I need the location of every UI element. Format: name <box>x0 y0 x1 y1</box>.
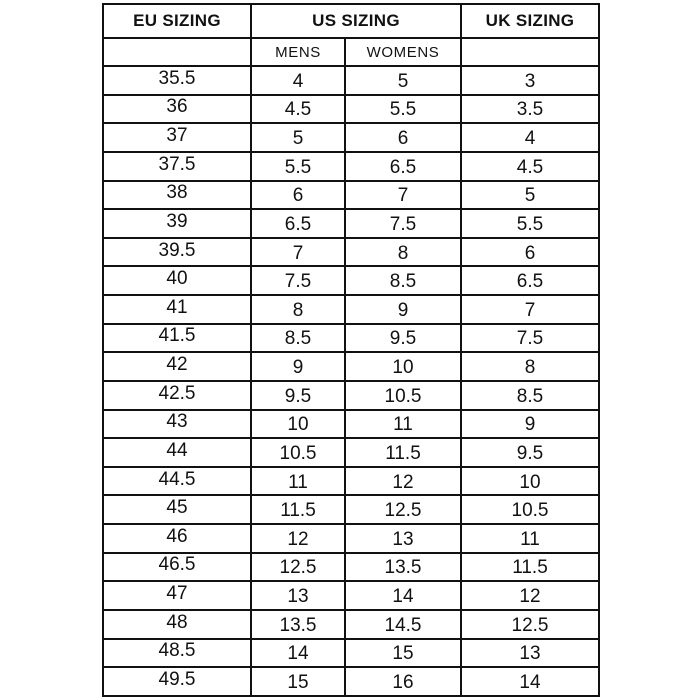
table-row <box>103 581 599 610</box>
uk-size-cell-value: 14 <box>519 672 541 694</box>
eu-size-cell <box>103 467 251 496</box>
uk-size-cell-value: 10 <box>519 471 541 493</box>
us-womens-size-cell <box>345 352 461 381</box>
eu-size-cell <box>103 181 251 210</box>
uk-size-cell <box>461 266 599 295</box>
uk-size-cell <box>461 181 599 210</box>
us-womens-size-cell <box>345 181 461 210</box>
eu-size-cell-value: 40 <box>166 268 188 290</box>
uk-size-cell <box>461 610 599 639</box>
us-womens-size-cell <box>345 467 461 496</box>
eu-size-cell-value: 35.5 <box>158 67 196 89</box>
eu-size-cell <box>103 495 251 524</box>
us-mens-size-cell <box>251 266 345 295</box>
uk-size-cell-value: 9.5 <box>516 442 544 464</box>
table-row <box>103 495 599 524</box>
us-mens-size-cell-value: 11 <box>288 471 308 493</box>
us-mens-size-cell <box>251 553 345 582</box>
table-row <box>103 438 599 467</box>
us-sizing-header: US SIZING <box>251 4 461 38</box>
eu-size-cell <box>103 152 251 181</box>
eu-size-cell-value: 45 <box>166 497 188 519</box>
table-row <box>103 152 599 181</box>
us-mens-size-cell-value: 13.5 <box>279 614 317 636</box>
us-mens-size-cell-value: 7.5 <box>284 271 312 293</box>
us-womens-size-cell <box>345 581 461 610</box>
us-womens-size-cell-value: 5.5 <box>389 99 417 121</box>
us-mens-size-cell <box>251 324 345 353</box>
table-row <box>103 95 599 124</box>
us-womens-size-cell <box>345 266 461 295</box>
uk-size-cell <box>461 381 599 410</box>
header-row <box>103 4 599 38</box>
us-mens-size-cell-value: 5.5 <box>284 156 312 178</box>
uk-subheader-empty <box>461 38 599 66</box>
us-mens-size-cell <box>251 209 345 238</box>
uk-size-cell <box>461 209 599 238</box>
uk-size-cell <box>461 152 599 181</box>
table-row <box>103 639 599 668</box>
eu-size-cell <box>103 324 251 353</box>
us-mens-size-cell <box>251 352 345 381</box>
us-mens-size-cell <box>251 524 345 553</box>
us-mens-size-cell <box>251 610 345 639</box>
eu-size-cell <box>103 352 251 381</box>
us-mens-size-cell <box>251 238 345 267</box>
us-womens-size-cell <box>345 667 461 696</box>
eu-size-cell <box>103 66 251 95</box>
table-row <box>103 123 599 152</box>
uk-size-cell <box>461 553 599 582</box>
us-womens-size-cell-value: 11 <box>393 414 413 436</box>
us-mens-size-cell <box>251 438 345 467</box>
eu-size-cell-value: 46 <box>166 525 188 547</box>
us-mens-size-cell-value: 12 <box>287 528 309 550</box>
us-mens-size-cell-value: 5 <box>292 128 304 150</box>
us-mens-size-cell <box>251 295 345 324</box>
eu-sizing-header: EU SIZING <box>103 4 251 38</box>
us-womens-size-cell-value: 9 <box>397 299 409 321</box>
us-mens-size-cell-value: 9.5 <box>284 385 312 407</box>
us-womens-size-cell-value: 5 <box>397 70 409 92</box>
eu-size-cell-value: 37 <box>166 125 188 147</box>
uk-size-cell <box>461 524 599 553</box>
us-womens-size-cell <box>345 95 461 124</box>
us-womens-size-cell <box>345 152 461 181</box>
us-womens-size-cell-value: 16 <box>392 672 414 694</box>
us-womens-size-cell <box>345 66 461 95</box>
uk-size-cell <box>461 352 599 381</box>
table-row <box>103 610 599 639</box>
eu-size-cell-value: 41.5 <box>158 325 196 347</box>
uk-size-cell-value: 13 <box>519 643 541 665</box>
us-mens-size-cell-value: 10 <box>287 414 309 436</box>
us-mens-size-cell <box>251 66 345 95</box>
uk-size-cell-value: 6 <box>524 242 536 264</box>
table-row <box>103 209 599 238</box>
us-womens-size-cell-value: 11.5 <box>385 442 421 464</box>
table-row <box>103 181 599 210</box>
eu-size-cell-value: 47 <box>166 583 188 605</box>
eu-size-cell <box>103 581 251 610</box>
us-mens-size-cell <box>251 95 345 124</box>
uk-size-cell <box>461 467 599 496</box>
eu-size-cell <box>103 667 251 696</box>
us-mens-size-cell-value: 8.5 <box>284 328 312 350</box>
uk-size-cell <box>461 238 599 267</box>
uk-size-cell-value: 11.5 <box>512 557 548 579</box>
uk-size-cell <box>461 123 599 152</box>
us-womens-size-cell <box>345 295 461 324</box>
us-womens-size-cell-value: 7.5 <box>389 213 417 235</box>
us-mens-size-cell <box>251 467 345 496</box>
eu-size-cell <box>103 95 251 124</box>
us-womens-size-cell-value: 8.5 <box>389 271 417 293</box>
eu-size-cell-value: 37.5 <box>158 153 196 175</box>
uk-size-cell <box>461 438 599 467</box>
table-row <box>103 667 599 696</box>
uk-size-cell-value: 9 <box>524 414 536 436</box>
us-mens-size-cell-value: 9 <box>292 357 304 379</box>
us-mens-size-cell-value: 10.5 <box>279 442 317 464</box>
eu-size-cell-value: 41 <box>166 296 188 318</box>
us-mens-size-cell-value: 7 <box>292 242 304 264</box>
table-row <box>103 324 599 353</box>
us-womens-size-cell-value: 15 <box>392 643 414 665</box>
uk-size-cell-value: 5.5 <box>516 213 544 235</box>
us-womens-size-cell <box>345 410 461 439</box>
us-mens-size-cell <box>251 581 345 610</box>
table-row <box>103 553 599 582</box>
eu-size-cell <box>103 295 251 324</box>
eu-size-cell <box>103 209 251 238</box>
uk-size-cell-value: 8.5 <box>516 385 544 407</box>
us-mens-size-cell-value: 14 <box>287 643 309 665</box>
uk-size-cell <box>461 581 599 610</box>
eu-size-cell <box>103 238 251 267</box>
us-womens-size-cell <box>345 123 461 152</box>
eu-size-cell-value: 42 <box>166 354 188 376</box>
table-row <box>103 352 599 381</box>
us-womens-size-cell-value: 7 <box>397 185 409 207</box>
us-womens-size-cell <box>345 639 461 668</box>
us-mens-size-cell-value: 15 <box>287 672 309 694</box>
eu-size-cell <box>103 524 251 553</box>
uk-size-cell-value: 5 <box>524 185 536 207</box>
eu-size-cell <box>103 381 251 410</box>
eu-size-cell-value: 43 <box>166 411 188 433</box>
us-mens-size-cell <box>251 123 345 152</box>
eu-size-cell-value: 39.5 <box>158 239 196 261</box>
us-mens-size-cell <box>251 152 345 181</box>
eu-size-cell-value: 36 <box>166 96 188 118</box>
us-mens-size-cell <box>251 495 345 524</box>
us-womens-size-cell <box>345 524 461 553</box>
us-womens-size-cell <box>345 610 461 639</box>
us-womens-size-cell <box>345 553 461 582</box>
us-mens-size-cell-value: 4 <box>292 70 304 92</box>
eu-size-cell <box>103 610 251 639</box>
uk-size-cell <box>461 295 599 324</box>
eu-size-cell-value: 48.5 <box>158 640 196 662</box>
us-mens-size-cell <box>251 639 345 668</box>
uk-sizing-header: UK SIZING <box>461 4 599 38</box>
uk-size-cell <box>461 95 599 124</box>
subheader-row <box>103 38 599 66</box>
uk-size-cell-value: 7 <box>524 299 536 321</box>
us-mens-size-cell-value: 6 <box>292 185 304 207</box>
table-row <box>103 467 599 496</box>
size-table-body <box>103 66 599 696</box>
us-mens-size-cell-value: 6.5 <box>284 213 312 235</box>
us-womens-size-cell <box>345 209 461 238</box>
eu-size-cell-value: 44.5 <box>158 468 196 490</box>
uk-size-cell-value: 7.5 <box>516 328 544 350</box>
us-womens-size-cell <box>345 495 461 524</box>
uk-size-cell-value: 12.5 <box>511 614 549 636</box>
eu-size-cell-value: 39 <box>166 210 188 232</box>
us-mens-size-cell-value: 13 <box>287 586 309 608</box>
us-womens-size-cell <box>345 238 461 267</box>
us-mens-size-cell-value: 12.5 <box>279 557 317 579</box>
uk-size-cell <box>461 639 599 668</box>
eu-size-cell-value: 48 <box>166 611 188 633</box>
table-row <box>103 524 599 553</box>
eu-size-cell-value: 46.5 <box>158 554 196 576</box>
size-table <box>102 3 600 697</box>
eu-subheader-empty <box>103 38 251 66</box>
eu-size-cell <box>103 438 251 467</box>
us-mens-size-cell <box>251 667 345 696</box>
us-womens-size-cell <box>345 438 461 467</box>
uk-size-cell-value: 3.5 <box>516 99 544 121</box>
eu-size-cell-value: 49.5 <box>158 669 196 691</box>
table-row <box>103 266 599 295</box>
us-womens-size-cell-value: 6.5 <box>389 156 417 178</box>
size-chart <box>102 3 598 697</box>
us-womens-size-cell-value: 13.5 <box>384 557 422 579</box>
uk-size-cell-value: 11 <box>520 528 540 550</box>
uk-size-cell-value: 12 <box>519 586 541 608</box>
us-womens-size-cell <box>345 381 461 410</box>
us-womens-size-cell-value: 13 <box>392 528 414 550</box>
uk-size-cell-value: 4.5 <box>516 156 544 178</box>
uk-size-cell <box>461 66 599 95</box>
us-womens-size-cell-value: 6 <box>397 128 409 150</box>
us-womens-size-cell-value: 10.5 <box>384 385 422 407</box>
uk-size-cell-value: 4 <box>524 128 536 150</box>
us-mens-header: MENS <box>251 38 345 66</box>
us-mens-size-cell-value: 11.5 <box>280 500 316 522</box>
us-womens-size-cell-value: 14 <box>392 586 414 608</box>
uk-size-cell <box>461 410 599 439</box>
us-womens-size-cell-value: 10 <box>392 357 414 379</box>
eu-size-cell <box>103 123 251 152</box>
uk-size-cell-value: 10.5 <box>511 500 549 522</box>
us-womens-size-cell <box>345 324 461 353</box>
uk-size-cell <box>461 324 599 353</box>
eu-size-cell-value: 42.5 <box>158 382 196 404</box>
eu-size-cell <box>103 639 251 668</box>
uk-size-cell <box>461 495 599 524</box>
eu-size-cell <box>103 410 251 439</box>
eu-size-cell-value: 38 <box>166 182 188 204</box>
us-mens-size-cell <box>251 181 345 210</box>
eu-size-cell <box>103 266 251 295</box>
table-row <box>103 381 599 410</box>
us-mens-size-cell-value: 4.5 <box>284 99 312 121</box>
uk-size-cell-value: 6.5 <box>516 271 544 293</box>
table-row <box>103 410 599 439</box>
table-row <box>103 295 599 324</box>
us-womens-size-cell-value: 12.5 <box>384 500 422 522</box>
us-womens-size-cell-value: 9.5 <box>389 328 417 350</box>
us-womens-size-cell-value: 8 <box>397 242 409 264</box>
eu-size-cell-value: 44 <box>166 439 188 461</box>
us-womens-size-cell-value: 12 <box>392 471 414 493</box>
eu-size-cell <box>103 553 251 582</box>
us-womens-size-cell-value: 14.5 <box>384 614 422 636</box>
table-row <box>103 238 599 267</box>
table-row <box>103 66 599 95</box>
us-womens-header: WOMENS <box>345 38 461 66</box>
us-mens-size-cell <box>251 410 345 439</box>
uk-size-cell <box>461 667 599 696</box>
us-mens-size-cell <box>251 381 345 410</box>
uk-size-cell-value: 3 <box>524 70 536 92</box>
uk-size-cell-value: 8 <box>524 357 536 379</box>
us-mens-size-cell-value: 8 <box>292 299 304 321</box>
